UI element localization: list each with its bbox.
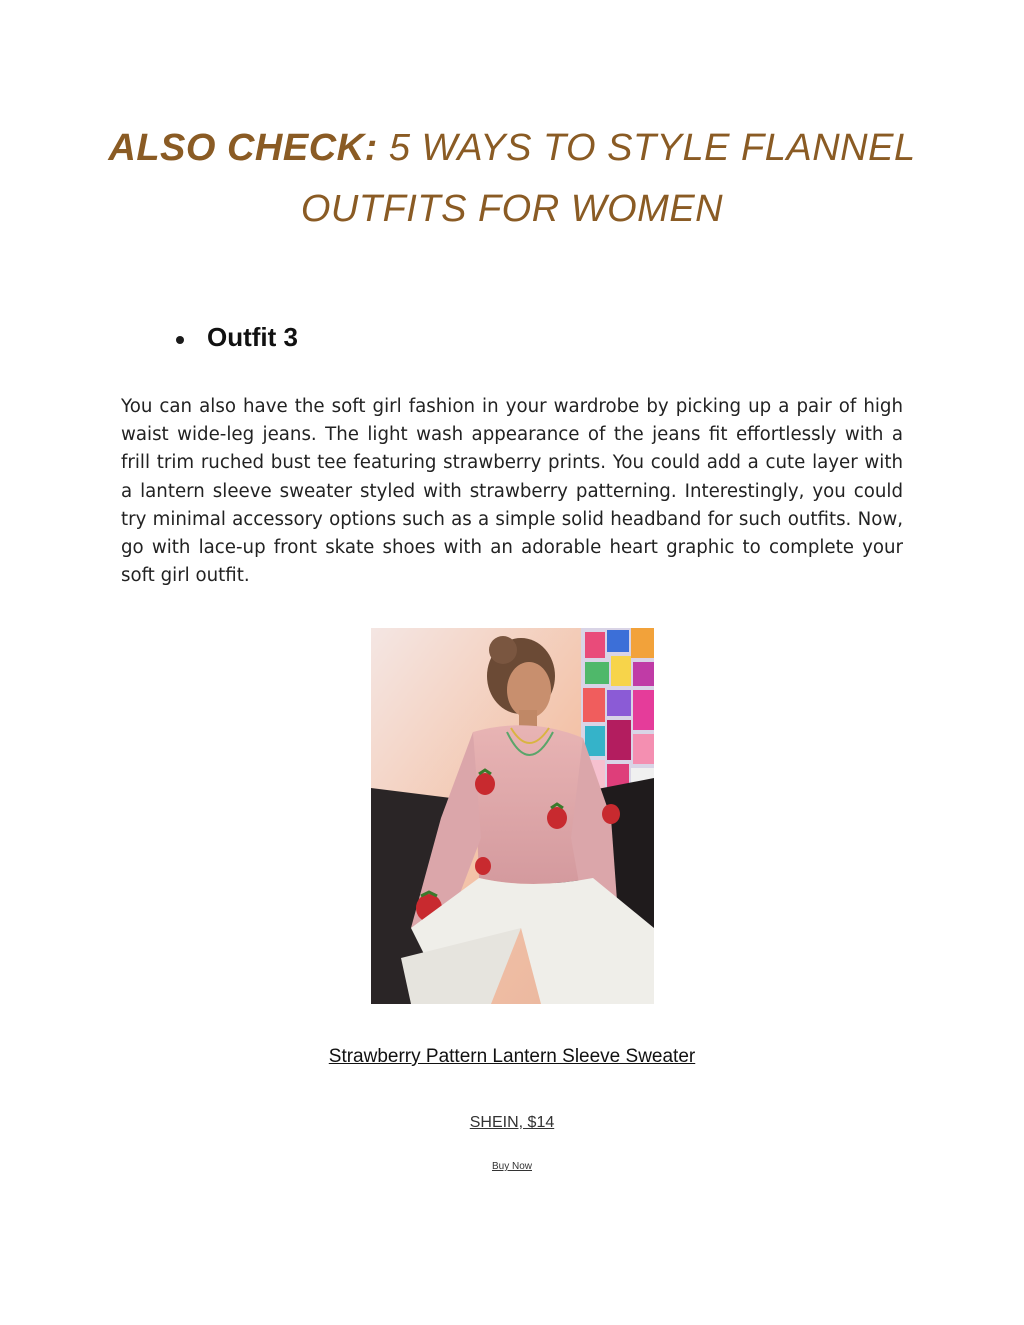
headline-lead: ALSO CHECK:	[108, 127, 378, 169]
buy-now-link[interactable]: Buy Now	[491, 1161, 532, 1172]
buy-now	[0, 1161, 1024, 1172]
outfit-photo-illustration	[371, 628, 654, 1004]
also-check-headline[interactable]	[100, 118, 924, 240]
product-name	[0, 1046, 1024, 1068]
product-name-link[interactable]: Strawberry Pattern Lantern Sleeve Sweater	[328, 1046, 696, 1067]
headline-link-text: 5 WAYS TO STYLE FLANNEL OUTFITS FOR WOMEN	[300, 127, 916, 230]
outfit-title: Outfit 3	[207, 322, 298, 352]
outfit-photo	[371, 628, 654, 1004]
store-price	[0, 1114, 1024, 1132]
store-price-link[interactable]: SHEIN, $14	[469, 1114, 555, 1131]
bullet-icon	[176, 336, 184, 344]
outfit-description: You can also have the soft girl fashion in your wardrobe by picking up a pair of high waist wide-leg jeans. The light wash appearance of the jeans fit effortlessly with a frill trim ruched bust tee featuring strawberry prints. You could add a cute layer with a lantern sleeve sweater styled with strawberry patterning. Interestingly, you could try minimal accessory options such as a simple solid headband for such outfits. Now, go with lace-up front skate shoes with an adorable heart graphic to complete your soft girl outfit.	[121, 396, 903, 587]
outfit-heading	[176, 322, 298, 353]
